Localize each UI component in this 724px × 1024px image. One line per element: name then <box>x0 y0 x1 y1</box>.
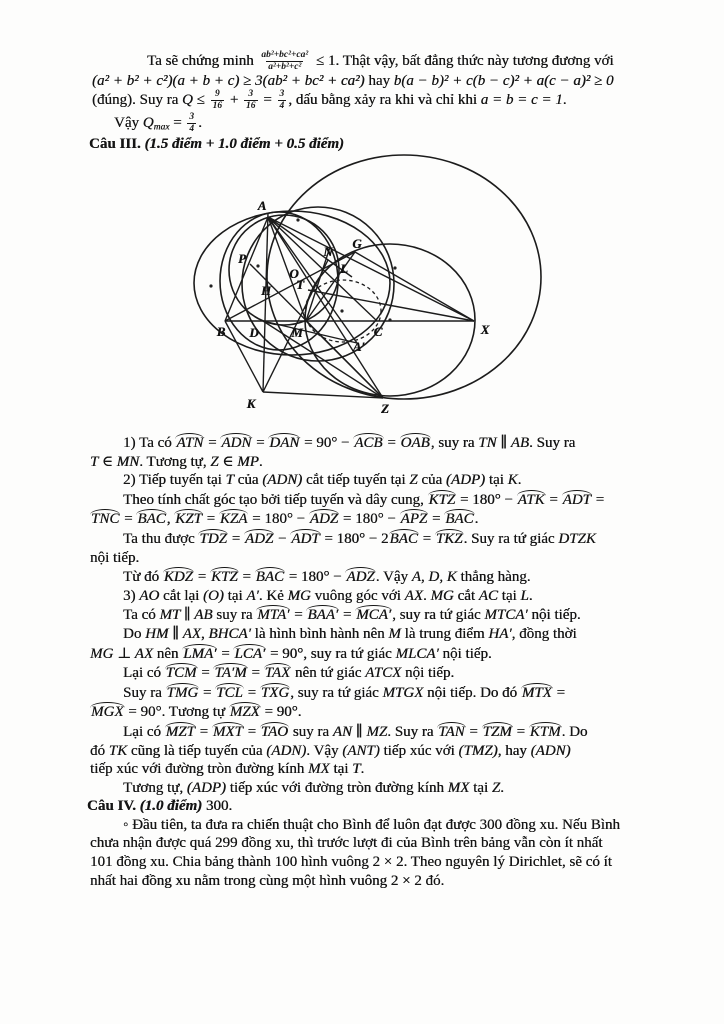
text-line: (a² + b² + c²)(a + b + c) ≥ 3(ab² + bc² + ca²) hay b(a − b)² + c(b − c)² + a(c − a)² ≥ 0 <box>92 72 614 89</box>
center-dot <box>296 218 299 221</box>
center-dot <box>388 318 391 321</box>
point-label-c: C <box>373 324 383 339</box>
center-dot <box>209 284 212 287</box>
point-label-o: O <box>289 266 299 281</box>
text-line: T ∈ MN. Tương tự, Z ∈ MP. <box>90 453 263 470</box>
text-line: Tương tự, (ADP) tiếp xúc với đường tròn đường kính MX tại Z. <box>123 779 504 796</box>
figure-center-dots <box>209 218 396 321</box>
text-line: Ta thu được TDZ = ADZ − ADT = 180° − 2BAC = TKZ. Suy ra tứ giác DTZK <box>123 530 596 547</box>
section-heading-cau-iii: Câu III. (1.5 điểm + 1.0 điểm + 0.5 điểm) <box>89 136 345 153</box>
point-label-d: D <box>249 325 259 340</box>
point-label-a: A <box>257 198 267 213</box>
text-line: MGX = 90°. Tương tự MZX = 90°. <box>91 704 302 721</box>
text-line: Lại có MZT = MXT = TAO suy ra AN ∥ MZ. Suy ra TAN = TZM = KTM. Do <box>123 723 588 740</box>
text-line: 101 đồng xu. Chia bảng thành 100 hình vuông 2 × 2. Theo nguyên lý Dirichlet, sẽ có ít <box>90 854 612 871</box>
text-line: nội tiếp. <box>90 549 140 566</box>
center-dot <box>393 266 396 269</box>
text-line: Do HM ∥ AX, BHCA′ là hình bình hành nên M là trung điểm HA′, đồng thời <box>123 625 577 642</box>
text-line: 3) AO cắt lại (O) tại A′. Kẻ MG vuông góc với AX. MG cắt AC tại L. <box>123 587 533 604</box>
text-line: Vậy Qmax = $\frac{3}{4}$ . <box>114 112 202 135</box>
text-line: Ta sẽ chứng minh $\frac{\text{ab²+bc²+ca²}}{\text{a²+b²+c²}}$ ≤ 1. Thật vậy, bất đẳng thức này tương đương với <box>147 50 614 72</box>
text-line: tiếp xúc với đường tròn đường kính MX tại T. <box>90 761 365 778</box>
problem-statement-text <box>89 50 658 153</box>
text-line: Ta có MT ∥ AB suy ra MTA′ = BAA′ = MCA′, suy ra tứ giác MTCA′ nội tiếp. <box>123 607 581 624</box>
center-dot <box>340 309 343 312</box>
point-label-x: X <box>480 322 490 337</box>
point-label-l: L <box>340 261 348 276</box>
text-line: Lại có TCM = TA′M = TAX nên tứ giác ATCX nội tiếp. <box>123 665 455 682</box>
text-line: Suy ra TMG = TCL = TXG, suy ra tứ giác MTGX nội tiếp. Do đó MTX = <box>123 684 565 701</box>
section-heading-cau-iv: Câu IV. (1.0 điểm) 300. <box>87 798 233 815</box>
point-label-h: H <box>260 283 272 298</box>
text-line: chưa nhận được quá 299 đồng xu, thì trước lượt đi của Bình trên bảng vẫn còn ít nhất <box>90 835 603 852</box>
point-label-a-prime: A′ <box>352 339 366 354</box>
point-label-n: N <box>323 244 333 259</box>
solution-text <box>87 433 662 890</box>
text-line: nhất hai đồng xu nằm trong cùng một hình vuông 2 × 2 đó. <box>90 872 445 889</box>
text-line: 2) Tiếp tuyến tại T của (ADN) cắt tiếp tuyến tại Z của (ADP) tại K. <box>123 472 522 489</box>
text-line: 1) Ta có ATN = ADN = DAN = 90° − ACB = OAB, suy ra TN ∥ AB. Suy ra <box>123 435 576 451</box>
text-line: đó TK cũng là tiếp tuyến của (ADN). Vậy (ANT) tiếp xúc với (TMZ), hay (ADN) <box>90 742 571 759</box>
text-line: ◦ Đầu tiên, ta đưa ra chiến thuật cho Bình để luôn đạt được 300 đồng xu. Nếu Bình <box>123 816 620 833</box>
point-label-g: G <box>352 236 362 251</box>
text-line: MG ⊥ AX nên LMA′ = LCA′ = 90°, suy ra tứ giác MLCA′ nội tiếp. <box>90 645 492 662</box>
text-line: Theo tính chất góc tạo bởi tiếp tuyến và dây cung, KTZ = 180° − ATK = ADT = <box>123 491 605 508</box>
point-label-z: Z <box>381 401 389 416</box>
point-label-m: M <box>291 325 303 340</box>
text-line: Từ đó KDZ = KTZ = BAC = 180° − ADZ. Vậy A, D, K thẳng hàng. <box>123 569 531 586</box>
point-label-b: B <box>216 324 226 339</box>
point-label-t: T <box>296 277 304 292</box>
center-dot <box>256 264 259 267</box>
figure-lines <box>225 213 474 398</box>
point-label-p: P <box>238 251 246 266</box>
point-label-k: K <box>246 396 256 411</box>
text-line: TNC = BAC, KZT = KZA = 180° − ADZ = 180° − APZ = BAC. <box>91 511 479 528</box>
text-line: (đúng). Suy ra Q ≤ $\frac{9}{16}$ + $\frac{3}{16}$ = $\frac{3}{4}$ , dấu bằng xảy ra khi và chỉ khi a = b = c = 1. <box>92 89 567 112</box>
